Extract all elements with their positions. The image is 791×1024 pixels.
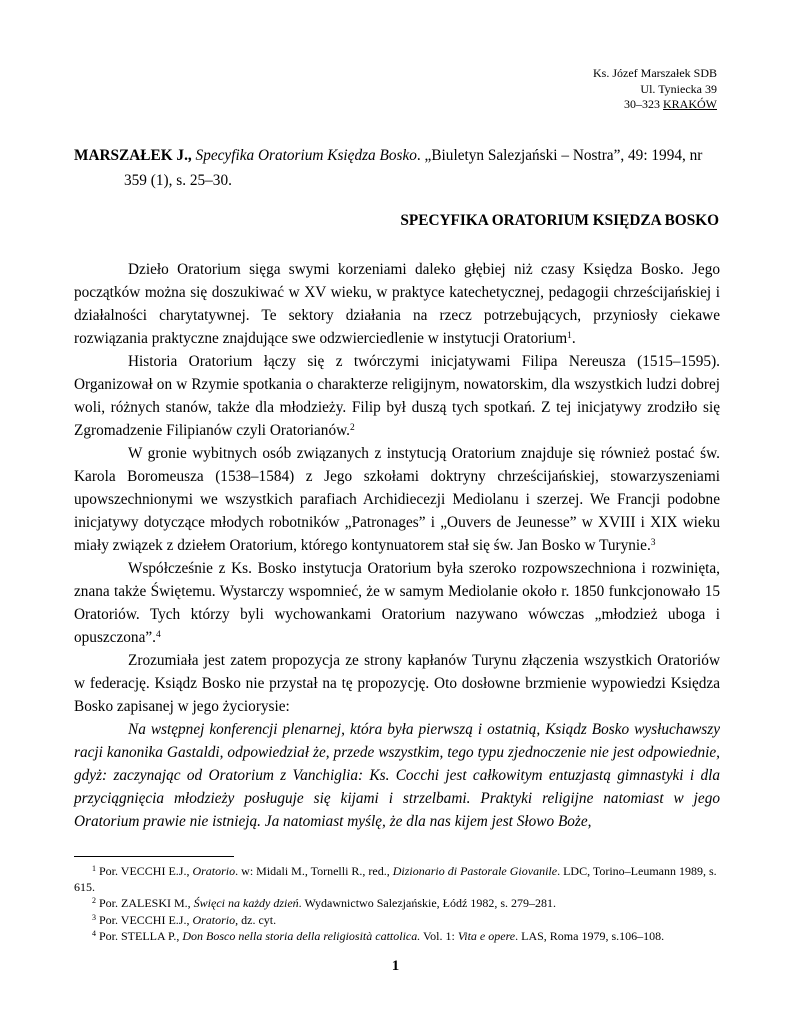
footnote-title: Oratorio <box>192 864 236 878</box>
footnote-number: 2 <box>92 896 96 906</box>
footnote-text: Por. VECCHI E.J., <box>99 912 193 927</box>
footnote-4 <box>74 929 720 945</box>
footnote-text: Por. STELLA P., <box>99 929 183 944</box>
footnote-title: Święci na każdy dzień <box>193 896 299 911</box>
footnote-ref-2[interactable]: 2 <box>349 423 355 433</box>
footnotes <box>74 864 720 946</box>
footnote-text: Vol. 1: <box>420 929 458 944</box>
paragraph-2-text: Historia Oratorium łączy się z twórczymi inicjatywami Filipa Nereusza (1515–1595). Organizował on w Rzymie spotkania o charakterze religijnym, nowatorskim, dla wszystkich ludzi dobrej woli, różnych stanów, także dla młodzieży. Filip był duszą tych spotkań. Z tej inicjatywy zrodziło się Zgromadzenie Filipianów czyli Oratorianów. <box>74 353 720 439</box>
citation-author: MARSZAŁEK J., <box>74 147 192 164</box>
footnote-ref-1[interactable]: 1 <box>567 331 572 341</box>
citation-work-title: Specyfika Oratorium Księdza Bosko <box>195 147 417 164</box>
footnote-number: 4 <box>92 929 96 939</box>
page-number: 1 <box>391 958 400 974</box>
paragraph-5: Zrozumiała jest zatem propozycja ze strony kapłanów Turynu złączenia wszystkich Oratoriów w federację. Ksiądz Bosko nie przystał na tę propozycję. Oto dosłowne brzmienie wypowiedzi Księdza Bosko zapisanej w jego życiorysie: <box>74 652 720 715</box>
footnote-ref-4[interactable]: 4 <box>155 630 161 640</box>
footnote-text: Por. ZALESKI M., <box>99 896 194 911</box>
footnote-title: Oratorio <box>192 912 236 927</box>
footnote-ref-3[interactable]: 3 <box>650 538 656 548</box>
paragraph-1-text: Dzieło Oratorium sięga swymi korzeniami daleko głębiej niż czasy Księdza Bosko. Jego początków można się doszukiwać w XV wieku, w praktyce katechetycznej, pedagogii chrześcijańskiej i działalności charytatywnej. Te sektory działania na rzecz potrzebujących, przyniosły ciekawe rozwiązania praktyczne znajdujące swe odzwierciedlenie w instytucji Oratorium <box>74 261 720 347</box>
paragraph-2 <box>74 350 720 442</box>
footnote-number: 3 <box>92 912 96 922</box>
paragraph-4 <box>74 557 720 649</box>
paragraph-1 <box>74 258 720 350</box>
article-title: SPECYFIKA ORATORIUM KSIĘDZA BOSKO <box>400 212 719 229</box>
citation-details: . „Biuletyn Salezjański – Nostra”, 49: 1994, nr 359 (1), s. 25–30. <box>124 147 703 189</box>
footnote-title: Don Bosco nella storia della religiosità cattolica. <box>182 929 421 944</box>
footnote-text: . Wydawnictwo Salezjańskie, Łódź 1982, s. 279–281. <box>298 896 556 911</box>
footnote-text: , dz. cyt. <box>235 912 277 927</box>
footnote-title: Vita e opere <box>457 929 516 944</box>
footnote-text: . LAS, Roma 1979, s.106–108. <box>515 929 665 944</box>
paragraph-3-text: W gronie wybitnych osób związanych z instytucją Oratorium znajduje się również postać św. Karola Boromeusza (1538–1584) z Jego szkołami doktryny chrześcijańskiej, stowarzyszeniami upowszechnionymi we wszystkich parafiach Archidiecezji Mediolanu i szerzej. We Francji podobne inicjatywy dotyczące młodych robotników „Patronages” i „Ouvers de Jeunesse” w XVIII i XIX wieku miały związek z dziełem Oratorium, którego kontynuatorem stał się św. Jan Bosko w Turynie. <box>74 445 720 554</box>
address-postcode: 30–323 <box>624 97 663 111</box>
article-body <box>74 258 720 833</box>
bibliographic-citation <box>74 143 720 193</box>
footnote-text: . w: Midali M., Tornelli R., red., <box>235 864 393 878</box>
quoted-passage: Na wstępnej konferencji plenarnej, która była pierwszą i ostatnią, Ksiądz Bosko wysłuchawszy racji kanonika Gastaldi, odpowiedział że, przede wszystkim, tego typu zjednoczenie nie jest odpowiednie, gdyż: zaczynając od Oratorium z Vanchiglia: Ks. Cocchi jest całkowitym entuzjastą gimnastyki i dla przyciągnięcia młodzieży posługuje się kijami i strzelbami. Praktyki religijne natomiast w jego Oratorium prawie nie istnieją. Ja natomiast myślę, że dla nas kijem jest Słowo Boże, <box>74 721 720 830</box>
address-line-city <box>593 97 717 113</box>
footnote-text: . LDC, Torino–Leumann 1989, s. 615. <box>74 864 717 894</box>
paragraph-1-end: . <box>571 330 576 347</box>
footnote-separator <box>74 856 234 857</box>
sender-address <box>593 66 717 113</box>
footnote-text: Por. VECCHI E.J., <box>99 864 193 878</box>
address-line-street: Ul. Tyniecka 39 <box>640 81 717 96</box>
footnote-number: 1 <box>92 864 96 873</box>
paragraph-3 <box>74 442 720 557</box>
footnote-title: Dizionario di Pastorale Giovanile <box>392 864 558 878</box>
address-line-name: Ks. Józef Marszałek SDB <box>593 66 717 80</box>
footnote-2 <box>74 896 720 912</box>
address-city: KRAKÓW <box>663 97 717 111</box>
paragraph-4-text: Współcześnie z Ks. Bosko instytucja Oratorium była szeroko rozpowszechniona i rozwinięta, znana także Świętemu. Wystarczy wspomnieć, że w samym Mediolanie około r. 1850 funkcjonowało 15 Oratoriów. Tych którzy byli wychowankami Oratorium nazywano wówczas „młodzież uboga i opuszczona”. <box>74 560 720 646</box>
footnote-1 <box>74 864 720 895</box>
footnote-3 <box>74 913 720 929</box>
